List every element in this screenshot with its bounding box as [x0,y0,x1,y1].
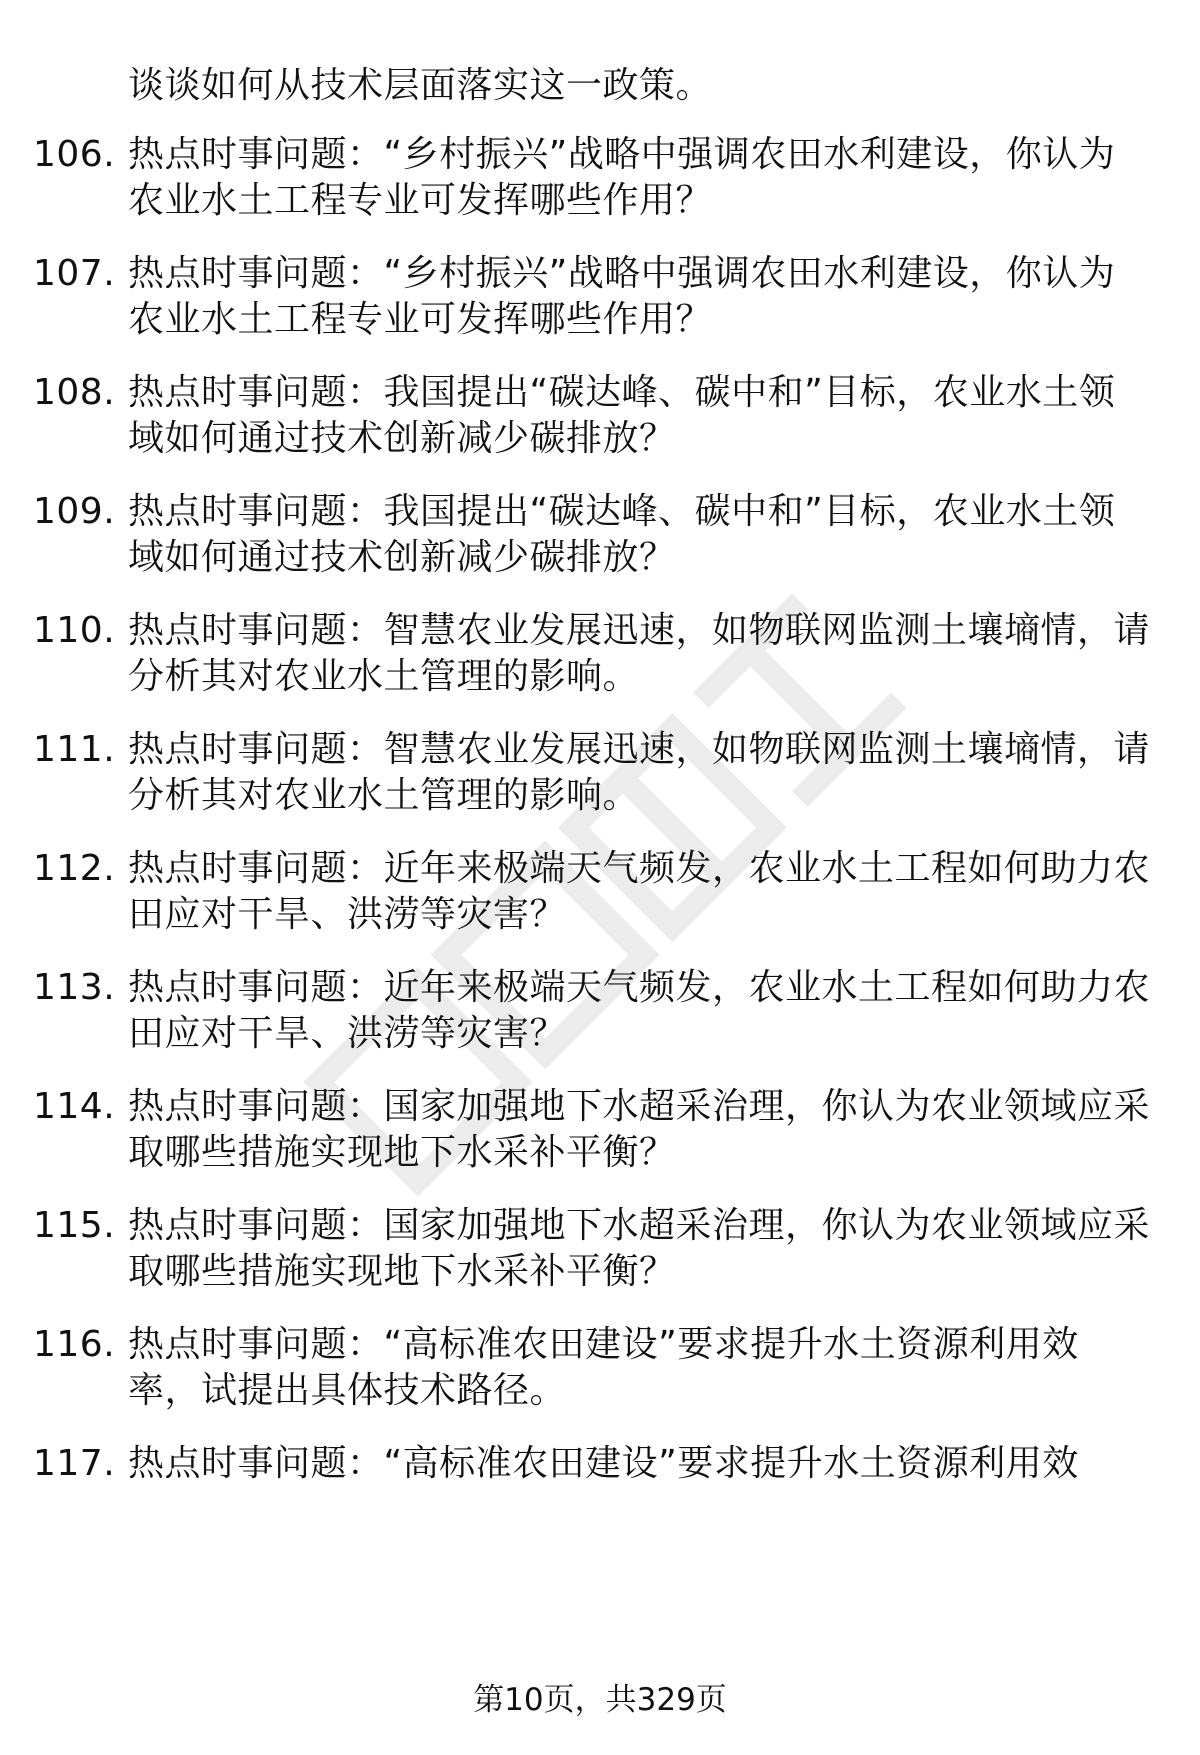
question-text-line-2: 分析其对农业水土管理的影响。 [128,775,640,816]
question-number: 108. [33,372,116,413]
question-number: 111. [33,729,116,770]
intro-continuation-text: 谈谈如何从技术层面落实这一政策。 [128,65,713,106]
question-text-line-1: 热点时事问题：我国提出“碳达峰、碳中和”目标，农业水土领 [128,372,1116,413]
question-number: 113. [33,967,116,1008]
question-number: 116. [33,1324,116,1365]
question-text-line-1: 热点时事问题：近年来极端天气频发，农业水土工程如何助力农 [128,967,1151,1008]
page-footer: 第10页，共329页 [473,1682,727,1718]
question-number: 112. [33,848,116,889]
question-text-line-2: 取哪些措施实现地下水采补平衡？ [128,1132,676,1173]
question-text-line-1: 热点时事问题：智慧农业发展迅速，如物联网监测土壤墒情，请 [128,729,1151,770]
question-text-line-1: 热点时事问题：近年来极端天气频发，农业水土工程如何助力农 [128,848,1151,889]
question-text-line-1: 热点时事问题：智慧农业发展迅速，如物联网监测土壤墒情，请 [128,610,1151,651]
question-number: 110. [33,610,116,651]
question-text-line-2: 域如何通过技术创新减少碳排放？ [128,537,676,578]
question-number: 115. [33,1205,116,1246]
question-number: 114. [33,1086,116,1127]
question-number: 117. [33,1443,116,1484]
question-text-line-1: 热点时事问题：国家加强地下水超采治理，你认为农业领域应采 [128,1205,1151,1246]
question-text-line-2: 域如何通过技术创新减少碳排放？ [128,418,676,459]
question-text-line-1: 热点时事问题：国家加强地下水超采治理，你认为农业领域应采 [128,1086,1151,1127]
question-text-line-1: 热点时事问题：“乡村振兴”战略中强调农田水利建设，你认为 [128,134,1116,175]
question-number: 107. [33,253,116,294]
question-text-line-1: 热点时事问题：“高标准农田建设”要求提升水土资源利用效 [128,1443,1079,1484]
question-text-line-2: 率，试提出具体技术路径。 [128,1370,567,1411]
question-number: 106. [33,134,116,175]
question-text-line-2: 田应对干旱、洪涝等灾害？ [128,894,567,935]
question-text-line-2: 农业水土工程专业可发挥哪些作用？ [128,180,713,221]
question-number: 109. [33,491,116,532]
question-text-line-2: 分析其对农业水土管理的影响。 [128,656,640,697]
question-text-line-1: 热点时事问题：“高标准农田建设”要求提升水土资源利用效 [128,1324,1079,1365]
question-text-line-1: 热点时事问题：“乡村振兴”战略中强调农田水利建设，你认为 [128,253,1116,294]
question-text-line-1: 热点时事问题：我国提出“碳达峰、碳中和”目标，农业水土领 [128,491,1116,532]
question-text-line-2: 田应对干旱、洪涝等灾害？ [128,1013,567,1054]
question-text-line-2: 农业水土工程专业可发挥哪些作用？ [128,299,713,340]
question-text-line-2: 取哪些措施实现地下水采补平衡？ [128,1251,676,1292]
